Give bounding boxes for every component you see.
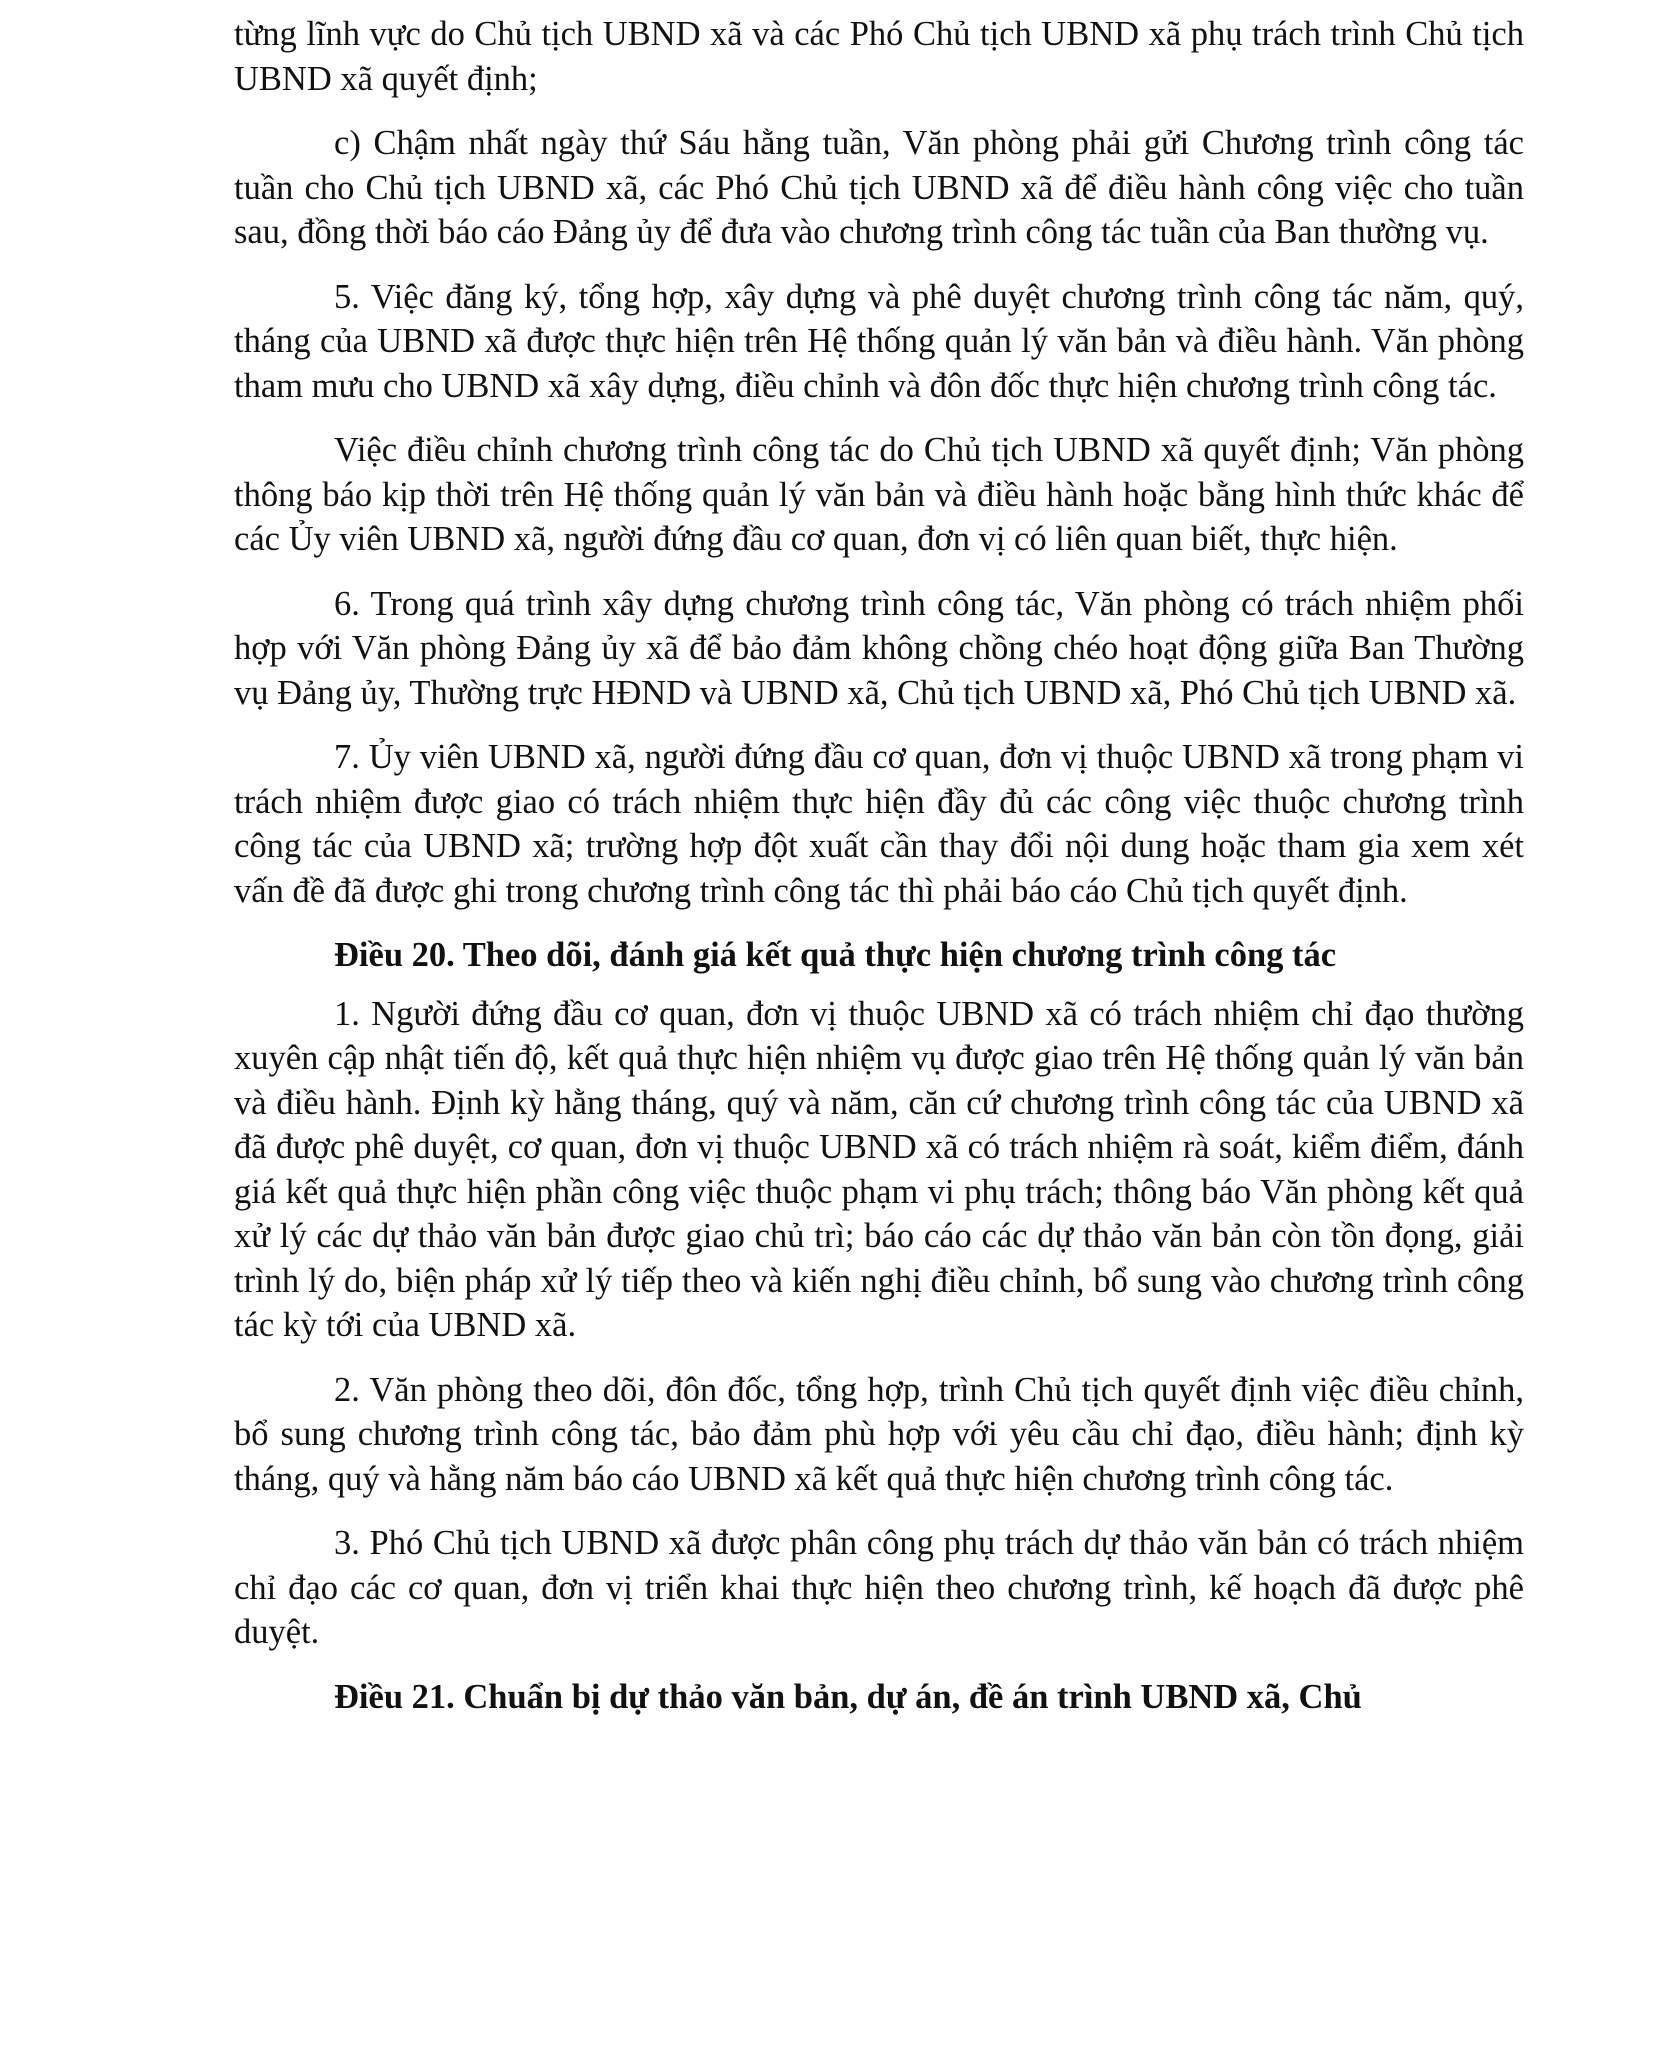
article-21-heading: Điều 21. Chuẩn bị dự thảo văn bản, dự án, đề án trình UBND xã, Chủ bbox=[334, 1677, 1362, 1716]
paragraph-continued: từng lĩnh vực do Chủ tịch UBND xã và các Phó Chủ tịch UBND xã phụ trách trình Chủ tịch UBND xã quyết định; bbox=[234, 15, 1524, 98]
article-20-item-3: 3. Phó Chủ tịch UBND xã được phân công phụ trách dự thảo văn bản có trách nhiệm chỉ đạo các cơ quan, đơn vị triển khai thực hiện theo chương trình, kế hoạch đã được phê duyệt. bbox=[234, 1524, 1524, 1651]
article-20-heading: Điều 20. Theo dõi, đánh giá kết quả thực hiện chương trình công tác bbox=[334, 936, 1337, 974]
paragraph-item-c: c) Chậm nhất ngày thứ Sáu hằng tuần, Văn phòng phải gửi Chương trình công tác tuần cho Chủ tịch UBND xã, các Phó Chủ tịch UBND xã để điều hành công việc cho tuần sau, đồng thời báo cáo Đảng ủy để đưa vào chương trình công tác tuần của Ban thường vụ. bbox=[234, 124, 1524, 251]
paragraph-item-7: 7. Ủy viên UBND xã, người đứng đầu cơ quan, đơn vị thuộc UBND xã trong phạm vi trách nhiệm được giao có trách nhiệm thực hiện đầy đủ các công việc thuộc chương trình công tác của UBND xã; trường hợp đột xuất cần thay đổi nội dung hoặc tham gia xem xét vấn đề đã được ghi trong chương trình công tác thì phải báo cáo Chủ tịch quyết định. bbox=[234, 738, 1524, 910]
paragraph-adjustment: Việc điều chỉnh chương trình công tác do Chủ tịch UBND xã quyết định; Văn phòng thông báo kịp thời trên Hệ thống quản lý văn bản và điều hành hoặc bằng hình thức khác để các Ủy viên UBND xã, người đứng đầu cơ quan, đơn vị có liên quan biết, thực hiện. bbox=[234, 431, 1524, 558]
paragraph-item-5: 5. Việc đăng ký, tổng hợp, xây dựng và phê duyệt chương trình công tác năm, quý, tháng của UBND xã được thực hiện trên Hệ thống quản lý văn bản và điều hành. Văn phòng tham mưu cho UBND xã xây dựng, điều chỉnh và đôn đốc thực hiện chương trình công tác. bbox=[234, 277, 1524, 405]
document-page bbox=[234, 12, 1524, 1719]
article-20-item-1: 1. Người đứng đầu cơ quan, đơn vị thuộc UBND xã có trách nhiệm chỉ đạo thường xuyên cập nhật tiến độ, kết quả thực hiện nhiệm vụ được giao trên Hệ thống quản lý văn bản và điều hành. Định kỳ hằng tháng, quý và năm, căn cứ chương trình công tác của UBND xã đã được phê duyệt, cơ quan, đơn vị thuộc UBND xã có trách nhiệm rà soát, kiểm điểm, đánh giá kết quả thực hiện phần công việc thuộc phạm vi phụ trách; thông báo Văn phòng kết quả xử lý các dự thảo văn bản được giao chủ trì; báo cáo các dự thảo văn bản còn tồn đọng, giải trình lý do, biện pháp xử lý tiếp theo và kiến nghị điều chỉnh, bổ sung vào chương trình công tác kỳ tới của UBND xã. bbox=[234, 994, 1524, 1344]
article-20-item-2: 2. Văn phòng theo dõi, đôn đốc, tổng hợp, trình Chủ tịch quyết định việc điều chỉnh, bổ sung chương trình công tác, bảo đảm phù hợp với yêu cầu chỉ đạo, điều hành; định kỳ tháng, quý và hằng năm báo cáo UBND xã kết quả thực hiện chương trình công tác. bbox=[234, 1370, 1524, 1498]
paragraph-item-6: 6. Trong quá trình xây dựng chương trình công tác, Văn phòng có trách nhiệm phối hợp với Văn phòng Đảng ủy xã để bảo đảm không chồng chéo hoạt động giữa Ban Thường vụ Đảng ủy, Thường trực HĐND và UBND xã, Chủ tịch UBND xã, Phó Chủ tịch UBND xã. bbox=[234, 584, 1524, 712]
